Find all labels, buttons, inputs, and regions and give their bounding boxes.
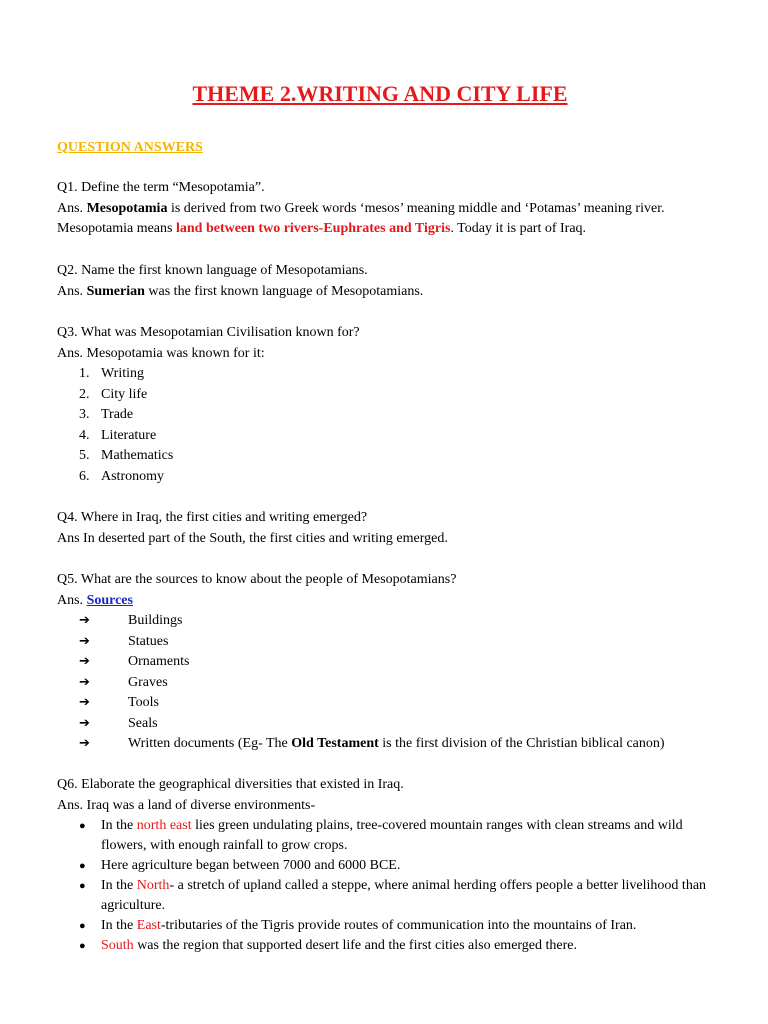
list-number: 5. [79, 448, 90, 463]
ans-prefix: Ans. [57, 200, 87, 216]
list-label-end: was the region that supported desert life and the first cities also emerged there. [133, 938, 578, 953]
q1-answer [57, 199, 727, 240]
q2-question: Q2. Name the first known language of Mesopotamians. [57, 263, 368, 278]
list-number: 4. [79, 427, 90, 443]
q6-block [57, 775, 727, 956]
q5-block [57, 570, 727, 755]
list-item [57, 611, 727, 632]
q4-block [57, 508, 727, 549]
list-item [57, 467, 727, 488]
list-label: Mathematics [101, 448, 174, 463]
list-label-end: is the first division of the Christian biblical canon) [378, 736, 665, 751]
list-number: 2. [79, 386, 90, 402]
list-label-end: lies green undulating plains, tree-covered mountain ranges with clean streams and wild flowers, with enough rainfall to grow crops. [101, 818, 683, 853]
list-label: Graves [128, 674, 168, 690]
bullet-icon: ● [79, 920, 86, 932]
list-label: Writing [101, 366, 144, 381]
q2-block [57, 261, 727, 302]
list-item [57, 816, 721, 856]
list-item [57, 936, 721, 956]
q3-answer: Ans. Mesopotamia was known for it: [57, 345, 265, 361]
section-heading: QUESTION ANSWERS [57, 140, 203, 155]
list-number: 6. [79, 468, 90, 484]
list-label: Literature [101, 427, 157, 443]
q3-list [57, 364, 727, 487]
list-label-end: - a stretch of upland called a steppe, where animal herding offers people a better livelihood than agriculture. [101, 878, 707, 913]
list-label: Written documents (Eg- The [128, 736, 292, 751]
q6-answer: Ans. Iraq was a land of diverse environments- [57, 797, 316, 813]
arrow-icon: ➔ [79, 654, 90, 669]
arrow-icon: ➔ [79, 674, 90, 690]
page-title: THEME 2.WRITING AND CITY LIFE [192, 81, 568, 106]
arrow-icon: ➔ [79, 633, 90, 649]
list-item [57, 673, 727, 694]
list-item [57, 916, 721, 936]
q4-answer: Ans In deserted part of the South, the first cities and writing emerged. [57, 530, 448, 546]
q1-question: Q1. Define the term “Mesopotamia”. [57, 180, 265, 195]
list-item [57, 693, 727, 714]
list-label: In the [101, 818, 137, 833]
list-item [57, 714, 727, 735]
arrow-icon: ➔ [79, 736, 90, 751]
list-item [57, 632, 727, 653]
list-item [57, 364, 727, 385]
q4-question: Q4. Where in Iraq, the first cities and writing emerged? [57, 510, 368, 525]
region-label: North [136, 878, 170, 893]
arrow-icon: ➔ [79, 695, 90, 710]
list-number: 1. [79, 366, 90, 381]
list-number: 3. [79, 407, 90, 422]
list-item [57, 426, 727, 447]
q5-question: Q5. What are the sources to know about the people of Mesopotamians? [57, 572, 457, 587]
q3-block [57, 323, 727, 487]
list-item [57, 652, 727, 673]
list-label: In the [101, 918, 137, 933]
old-testament-term: Old Testament [291, 736, 379, 751]
bullet-icon: ● [79, 940, 86, 952]
q1-text-end: . Today it is part of Iraq. [450, 221, 587, 236]
q3-question: Q3. What was Mesopotamian Civilisation known for? [57, 325, 360, 340]
region-label: north east [136, 818, 192, 833]
list-item [57, 446, 727, 467]
q2-text: was the first known language of Mesopotamians. [144, 283, 424, 299]
q6-question: Q6. Elaborate the geographical diversities that existed in Iraq. [57, 777, 404, 792]
list-item [57, 405, 727, 426]
list-label: Tools [128, 695, 159, 710]
ans-prefix: Ans. [57, 283, 87, 299]
list-item [57, 734, 727, 755]
q2-term: Sumerian [86, 283, 145, 299]
q1-block [57, 178, 727, 240]
list-label: Seals [128, 715, 158, 731]
region-label: East [136, 918, 161, 933]
bullet-icon: ● [79, 860, 86, 872]
q6-list [57, 816, 727, 956]
ans-prefix: Ans. [57, 592, 87, 608]
list-label: City life [101, 386, 148, 402]
list-label: Trade [101, 407, 134, 422]
list-label: In the [101, 878, 137, 893]
list-label-end: -tributaries of the Tigris provide routes of communication into the mountains of Iran. [160, 918, 637, 933]
q1-text: is derived from two Greek words ‘mesos’ meaning middle and ‘Potamas’ meaning river. Mesopotamia means [57, 200, 665, 236]
q5-answer [57, 591, 727, 612]
region-label: South [101, 938, 134, 953]
q1-term: Mesopotamia [86, 200, 168, 216]
list-item [57, 385, 727, 406]
arrow-icon: ➔ [79, 613, 90, 628]
q2-answer [57, 282, 727, 303]
bullet-icon: ● [79, 880, 86, 892]
list-label: Buildings [128, 613, 183, 628]
list-label: Here agriculture began between 7000 and 6000 BCE. [101, 858, 401, 873]
q1-highlight: land between two rivers-Euphrates and Tigris [175, 221, 451, 236]
bullet-icon: ● [79, 820, 86, 832]
arrow-icon: ➔ [79, 715, 90, 731]
list-label: Astronomy [101, 468, 164, 484]
list-item [57, 856, 721, 876]
q5-list [57, 611, 727, 755]
list-label: Statues [128, 633, 169, 649]
list-label: Ornaments [128, 654, 190, 669]
list-item [57, 876, 721, 916]
sources-link[interactable]: Sources [86, 592, 133, 608]
